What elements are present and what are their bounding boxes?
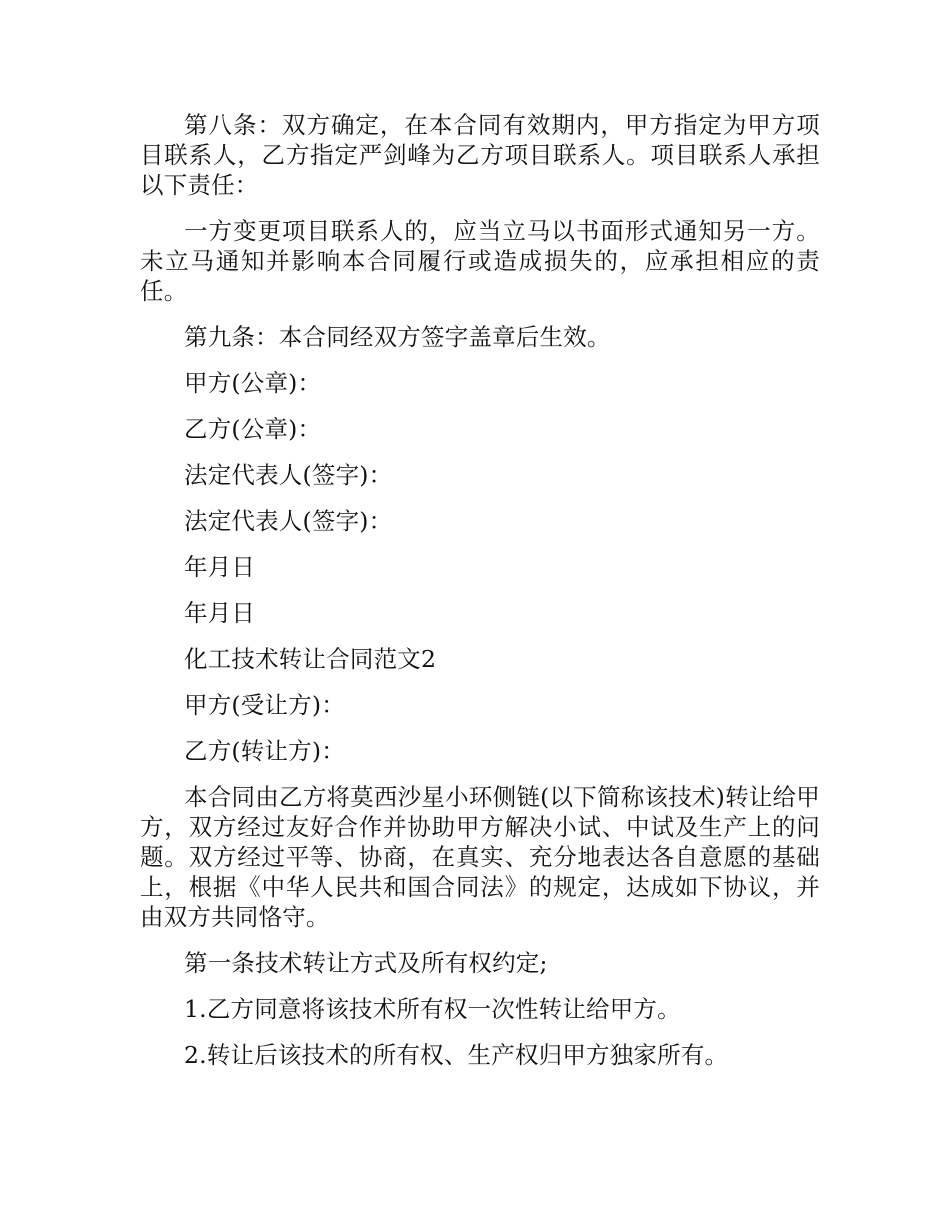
article-1-item-2: 2.转让后该技术的所有权、生产权归甲方独家所有。 <box>184 1041 729 1069</box>
clause-8-paragraph: 第八条：双方确定，在本合同有效期内，甲方指定为甲方项目联系人，乙方指定严剑峰为乙方项目联系人。项目联系人承担以下责任： <box>140 111 820 199</box>
party-a-assignee-line: 甲方(受让方)： <box>184 691 345 719</box>
party-b-representative-line: 法定代表人(签字)： <box>184 507 393 535</box>
party-b-date-line: 年月日 <box>184 599 256 627</box>
party-b-seal-line: 乙方(公章)： <box>184 415 322 443</box>
contract-intro-paragraph: 本合同由乙方将莫西沙星小环侧链(以下简称该技术)转让给甲方，双方经过友好合作并协助甲方解决小试、中试及生产上的问题。双方经过平等、协商，在真实、充分地表达各自意愿的基础上，根据《中华人民共和国合同法》的规定，达成如下协议，并由双方共同恪守。 <box>140 783 820 931</box>
document-body <box>140 110 820 1086</box>
contact-change-paragraph: 一方变更项目联系人的，应当立马以书面形式通知另一方。未立马通知并影响本合同履行或造成损失的，应承担相应的责任。 <box>140 217 820 305</box>
clause-9-paragraph: 第九条：本合同经双方签字盖章后生效。 <box>184 323 611 351</box>
article-1-heading: 第一条技术转让方式及所有权约定; <box>184 949 548 977</box>
party-b-assignor-line: 乙方(转让方)： <box>184 737 345 765</box>
party-a-representative-line: 法定代表人(签字)： <box>184 461 393 489</box>
section-title: 化工技术转让合同范文2 <box>184 645 437 673</box>
party-a-seal-line: 甲方(公章)： <box>184 369 322 397</box>
article-1-item-1: 1.乙方同意将该技术所有权一次性转让给甲方。 <box>184 995 681 1023</box>
party-a-date-line: 年月日 <box>184 553 256 581</box>
